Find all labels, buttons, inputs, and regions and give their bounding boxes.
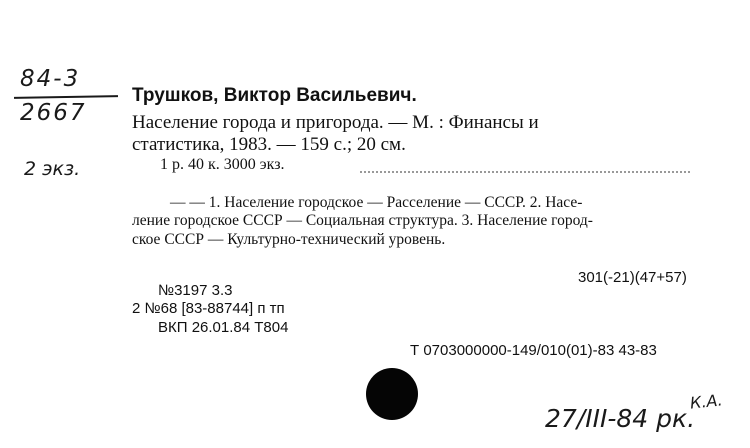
subjects-text-2: ление городское СССР — Социальная структура. 3. Население город- — [132, 212, 593, 229]
copies-note: 2 экз. — [24, 158, 81, 180]
title-text: Население города и пригорода. — М. : Финансы и — [132, 112, 539, 133]
handwritten-initials: К.А. — [689, 390, 724, 413]
card-number: №3197 3.3 — [158, 282, 233, 299]
price-line: 1 р. 40 к. 3000 экз. — [160, 156, 285, 173]
order-number: 2 №68 [83-88744] п тп — [132, 300, 285, 317]
subjects-text-1: — — 1. Население городское — Расселение — СССР. 2. Насе- — [170, 194, 583, 211]
vkp-code: ВКП 26.01.84 Т804 — [158, 319, 289, 336]
subjects-line-3: ское СССР — Культурно-технический уровень. — [132, 231, 446, 248]
shelfmark-top: 84-3 — [20, 66, 81, 92]
udc-code: 301(-21)(47+57) — [578, 269, 687, 286]
subjects-line-2 — [132, 213, 726, 229]
t-code: Т 0703000000-149/010(01)-83 43-83 — [410, 342, 657, 359]
subjects-line-1 — [170, 195, 726, 211]
shelfmark-divider — [14, 95, 118, 99]
card-punch-hole — [366, 368, 418, 420]
author-heading: Трушков, Виктор Васильевич. — [132, 85, 417, 106]
imprint-line: статистика, 1983. — 159 с.; 20 см. — [132, 134, 406, 155]
shelfmark-bottom: 2667 — [20, 100, 87, 126]
shelfmark — [6, 62, 126, 192]
handwritten-date: 27/III-84 рк. — [545, 404, 696, 433]
title-line — [132, 113, 727, 132]
dotted-rule — [360, 171, 690, 173]
